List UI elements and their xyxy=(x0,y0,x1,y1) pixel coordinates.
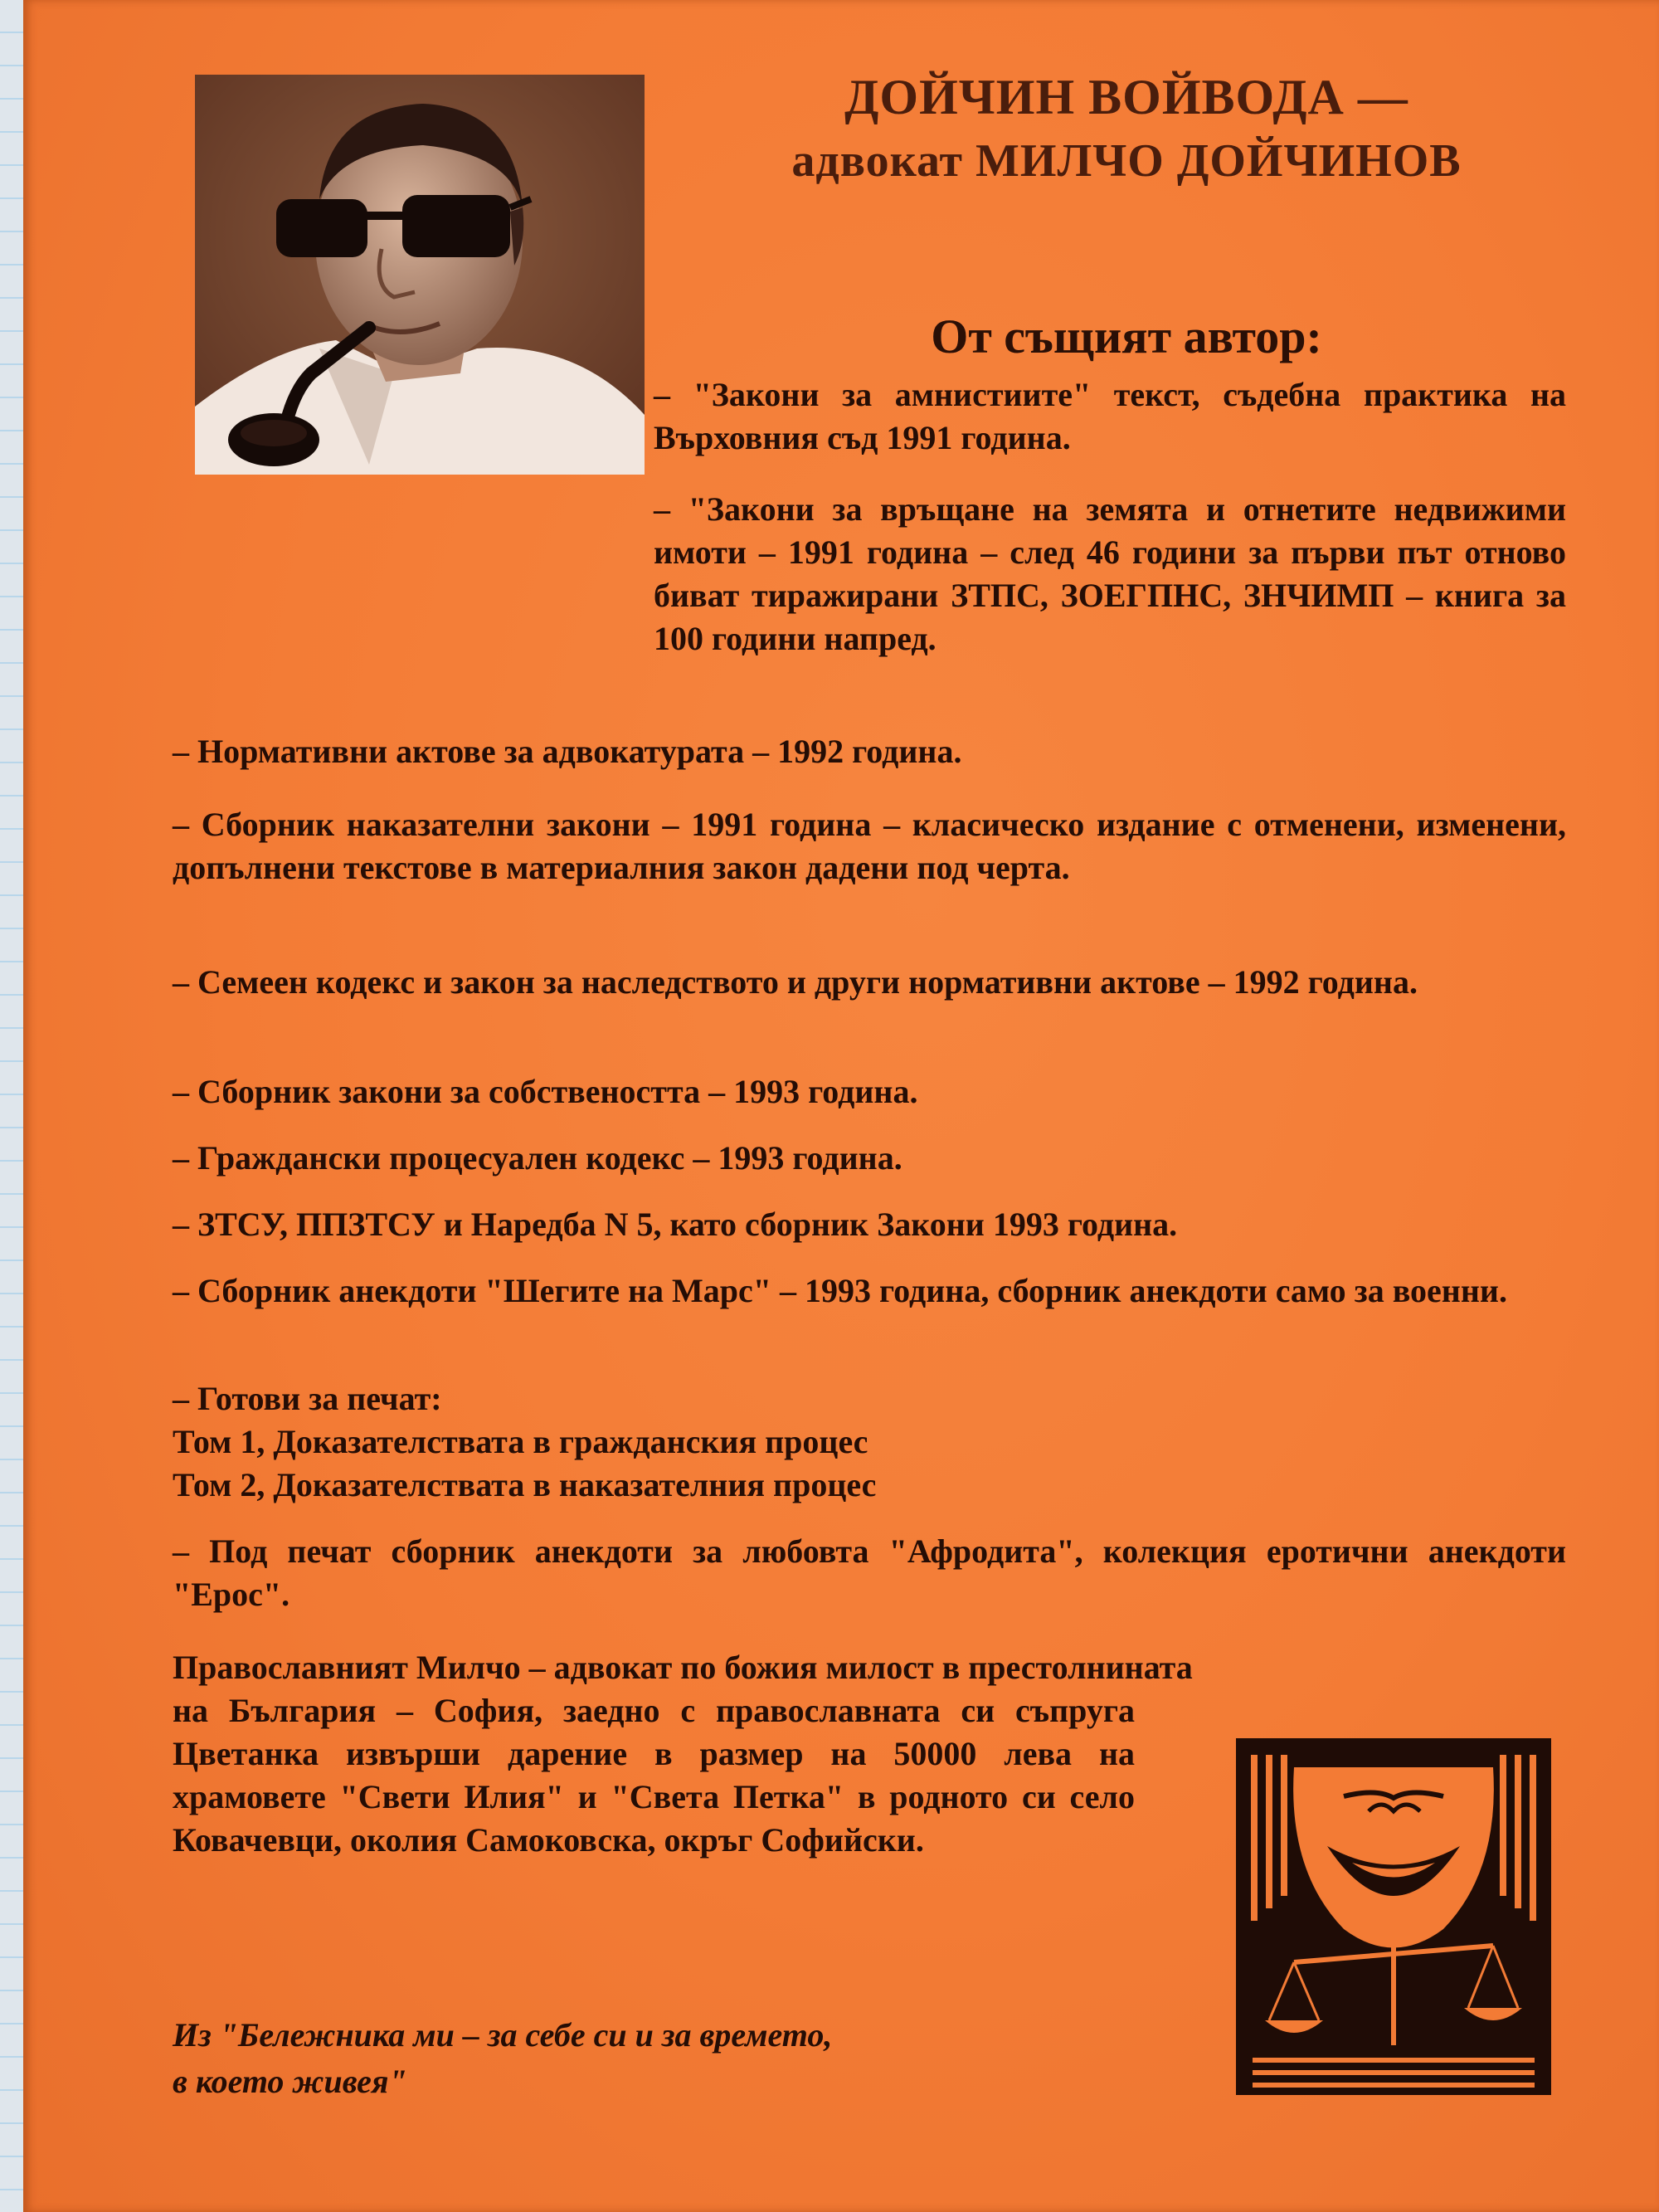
in-print-note: – Под печат сборник анекдоти за любовта "Афродита", колекция еротични анекдоти "Ерос". xyxy=(173,1532,1566,1613)
list-item: – Граждански процесуален кодекс – 1993 година. xyxy=(173,1139,902,1177)
list-item: – Сборник закони за собствеността – 1993 година. xyxy=(173,1073,918,1110)
author-photo xyxy=(195,75,645,475)
volume-1: Том 1, Доказателствата в гражданския процес xyxy=(173,1423,868,1460)
book-back-cover xyxy=(23,0,1659,2212)
list-item: – "Закони за амнистиите" текст, съдебна практика на Върховния съд 1991 година. xyxy=(654,376,1566,456)
page-title xyxy=(670,65,1583,192)
list-item: – Сборник анекдоти "Шегите на Марс" – 1993 година, сборник анекдоти само за военни. xyxy=(173,1272,1507,1309)
list-item: – Сборник наказателни закони – 1991 година – класическо издание с отменени, изменени, допълнени текстове в материалния закон дадени под черта. xyxy=(173,806,1566,886)
ready-for-print xyxy=(173,1377,1566,1507)
list-item: – "Закони за връщане на земята и отнетите недвижими имоти – 1991 година – след 46 години за първи път отново биват тиражирани ЗТПС, ЗОЕГПНС, ЗНЧИМП – книга за 100 години напред. xyxy=(654,490,1566,657)
quote-line-1: Из "Бележника ми – за себе си и за времето, xyxy=(173,2016,833,2054)
author-portrait-image xyxy=(195,75,645,475)
list-item: – Нормативни актове за адвокатурата – 1992 година. xyxy=(173,733,962,770)
title-prefix: адвокат xyxy=(791,135,964,187)
biography-first-line: Православният Милчо – адвокат по божия милост в престолнината xyxy=(173,1649,1193,1686)
background-page-edge xyxy=(0,0,25,2212)
mask-and-scales-emblem xyxy=(1236,1738,1551,2095)
emblem-image xyxy=(1236,1738,1551,2095)
title-line-1: ДОЙЧИН ВОЙВОДА — xyxy=(844,70,1408,124)
closing-quote xyxy=(173,2012,1168,2105)
section-heading: От същият автор: xyxy=(931,309,1322,363)
quote-line-2: в което живея" xyxy=(173,2063,407,2100)
volume-2: Том 2, Доказателствата в наказателния процес xyxy=(173,1466,877,1503)
author-name: МИЛЧО ДОЙЧИНОВ xyxy=(975,135,1462,187)
list-item: – Семеен кодекс и закон за наследството и други нормативни актове – 1992 година. xyxy=(173,963,1418,1001)
biography-text: на България – София, заедно с православната си съпруга Цветанка извърши дарение в размер на 50000 лева на храмовете "Свети Илия" и "Света Петка" в родното си село Ковачевци, околия Самоковска, окръг Софийски. xyxy=(173,1692,1135,1859)
list-item: – ЗТСУ, ППЗТСУ и Наредба N 5, като сборник Закони 1993 година. xyxy=(173,1206,1178,1243)
ready-label: – Готови за печат: xyxy=(173,1380,442,1417)
title-line-2 xyxy=(670,129,1583,192)
